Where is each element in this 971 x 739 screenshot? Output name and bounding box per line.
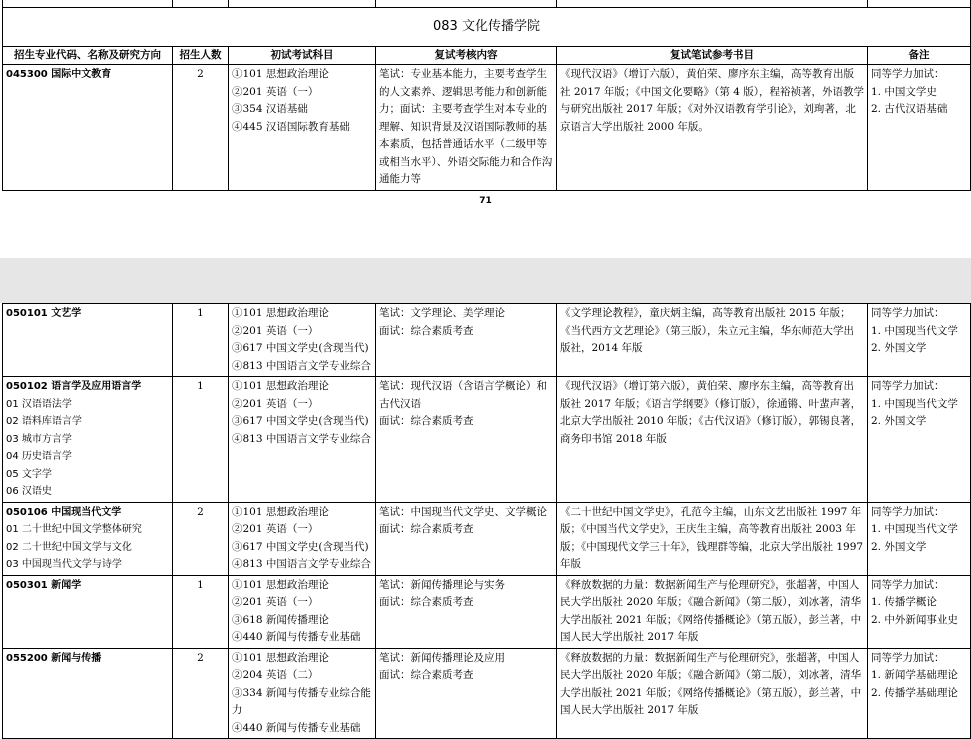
- exam-cell: [229, 648, 376, 739]
- note-line: 同等学力加试：: [871, 651, 945, 664]
- retest-content: 笔试：文学理论、美学理论 面试：综合素质考查: [379, 307, 505, 337]
- header-notes: 备注: [868, 47, 971, 65]
- exam-subject: ④813 中国语言文学专业综合: [232, 558, 371, 570]
- books-cell: [557, 648, 868, 739]
- retest-cell: [376, 304, 557, 377]
- major-cell: [3, 648, 173, 739]
- notes-cell: [868, 65, 971, 191]
- exam-subject: ②201 英语（一）: [232, 596, 319, 608]
- note-line: 同等学力加试：: [871, 505, 945, 518]
- research-direction: 02 语料库语言学: [6, 416, 82, 427]
- note-line: 1. 中国现当代文学: [871, 523, 958, 535]
- table-header-row: [3, 47, 971, 65]
- count-cell: 2: [173, 502, 229, 575]
- major-name: 055200 新闻与传播: [6, 652, 102, 664]
- research-direction: 02 二十世纪中国文学与文化: [6, 541, 132, 553]
- page-gap: [0, 258, 971, 303]
- books-cell: [557, 377, 868, 503]
- exam-subject: ③334 新闻与传播专业综合能力: [232, 686, 371, 716]
- major-cell: [3, 304, 173, 377]
- retest-content: 笔试：现代汉语（含语言学概论）和古代汉语 面试：综合素质考查: [379, 380, 547, 427]
- table-row: [3, 648, 971, 739]
- note-line: 2. 外国文学: [871, 415, 927, 427]
- document-page-top: [0, 0, 971, 258]
- major-name: 050301 新闻学: [6, 579, 82, 591]
- exam-cell: [229, 304, 376, 377]
- research-direction: 05 文字学: [6, 468, 52, 480]
- note-line: 2. 外国文学: [871, 540, 927, 553]
- retest-cell: [376, 377, 557, 503]
- notes-cell: [868, 648, 971, 739]
- exam-subject: ②201 英语（一）: [232, 397, 319, 410]
- major-cell: [3, 502, 173, 575]
- exam-subject: ①101 思想政治理论: [232, 578, 329, 591]
- reference-books: 《释放数据的力量：数据新闻生产与伦理研究》，张超著，中国人民大学出版社 2020 年版；《融合新闻》（第二版），刘冰著，清华大学出版社 2021 年版；《网络传播概论》（第五版），彭兰著，中国人民大学出版社 2017 年版: [560, 651, 862, 716]
- reference-books: 《现代汉语》（增订第六版），黄伯荣、廖序东主编，高等教育出版社 2017 年版；《语言学纲要》（修订版），徐通锵、叶蜚声著，北京大学出版社 2010 年版；《古代汉语》（修订版），郭锡良著，商务印书馆 2018 年版: [560, 380, 862, 445]
- header-count: 招生人数: [173, 47, 229, 65]
- table-row: [3, 377, 971, 503]
- note-line: 2. 外国文学: [871, 342, 927, 354]
- note-line: 同等学力加试：: [871, 68, 945, 80]
- table-row: [3, 502, 971, 575]
- college-title-row: [3, 8, 971, 47]
- exam-subject: ②201 英语（一）: [232, 324, 319, 337]
- note-line: 2. 传播学基础理论: [871, 686, 958, 699]
- exam-subject: ①101 思想政治理论: [232, 505, 329, 518]
- table-row: [3, 65, 971, 191]
- major-cell: [3, 575, 173, 648]
- major-name: 050102 语言学及应用语言学: [6, 381, 142, 392]
- table-row: [3, 575, 971, 648]
- research-direction: 03 城市方言学: [6, 433, 72, 445]
- note-line: 1. 中国现当代文学: [871, 397, 958, 410]
- major-name: 050101 文艺学: [6, 308, 82, 319]
- notes-cell: [868, 575, 971, 648]
- exam-subject: ②201 英语（一）: [232, 523, 319, 535]
- exam-subject: ②201 英语（一）: [232, 85, 319, 98]
- notes-cell: [868, 377, 971, 503]
- exam-subject: ④440 新闻与传播专业基础: [232, 721, 361, 734]
- books-cell: [557, 575, 868, 648]
- retest-cell: [376, 502, 557, 575]
- note-line: 同等学力加试：: [871, 307, 945, 319]
- exam-subject: ①101 思想政治理论: [232, 380, 329, 392]
- exam-cell: [229, 502, 376, 575]
- note-line: 1. 中国现当代文学: [871, 324, 958, 337]
- college-title: 083 文化传播学院: [3, 8, 971, 47]
- exam-subject: ③618 新闻传播理论: [232, 613, 329, 626]
- count-cell: 1: [173, 304, 229, 377]
- exam-subject: ③617 中国文学史(含现当代): [232, 415, 369, 427]
- reference-books: 《现代汉语》（增订六版），黄伯荣、廖序东主编，高等教育出版社 2017 年版；《中国文化要略》（第 4 版），程裕祯著，外语教学与研究出版社 2017 年版；《对外汉语教育学引论》，刘珣著，北京语言大学出版社 2000 年版。: [560, 68, 865, 133]
- exam-cell: [229, 575, 376, 648]
- retest-cell: [376, 648, 557, 739]
- reference-books: 《文学理论教程》，童庆炳主编，高等教育出版社 2015 年版；《当代西方文艺理论》（第三版），朱立元主编，华东师范大学出版社，2014 年版: [560, 307, 854, 354]
- exam-subject: ③617 中国文学史(含现当代): [232, 540, 369, 553]
- admissions-table-bottom: [2, 303, 971, 739]
- research-direction: 01 汉语语法学: [6, 398, 72, 410]
- notes-cell: [868, 502, 971, 575]
- table-continuation-stub: [3, 0, 971, 8]
- exam-subject: ①101 思想政治理论: [232, 68, 329, 80]
- note-line: 同等学力加试：: [871, 380, 945, 392]
- retest-cell: [376, 65, 557, 191]
- header-books: 复试笔试参考书目: [557, 47, 868, 65]
- exam-subject: ①101 思想政治理论: [232, 651, 329, 664]
- research-direction: 01 二十世纪中国文学整体研究: [6, 524, 142, 535]
- major-name: 050106 中国现当代文学: [6, 506, 122, 518]
- header-major: 招生专业代码、名称及研究方向: [3, 47, 173, 65]
- exam-subject: ②204 英语（二）: [232, 669, 319, 681]
- header-exam: 初试考试科目: [229, 47, 376, 65]
- exam-subject: ③617 中国文学史(含现当代): [232, 342, 369, 354]
- header-retest: 复试考核内容: [376, 47, 557, 65]
- admissions-table-top: [2, 0, 971, 191]
- exam-cell: [229, 65, 376, 191]
- count-cell: 1: [173, 377, 229, 503]
- reference-books: 《二十世纪中国文学史》，孔范今主编，山东文艺出版社 1997 年版；《中国当代文学史》，王庆生主编，高等教育出版社 2003 年版；《中国现代文学三十年》，钱理群等编，北京大学出版社 1997 年版: [560, 505, 864, 570]
- exam-subject: ③354 汉语基础: [232, 103, 308, 115]
- reference-books: 《释放数据的力量：数据新闻生产与伦理研究》，张超著，中国人民大学出版社 2020 年版；《融合新闻》（第二版），刘冰著，清华大学出版社 2021 年版；《网络传播概论》（第五版），彭兰著，中国人民大学出版社 2017 年版: [560, 578, 862, 643]
- exam-cell: [229, 377, 376, 503]
- retest-content: 笔试：新闻传播理论及应用 面试：综合素质考查: [379, 651, 505, 681]
- retest-content: 笔试：专业基本能力，主要考查学生的人文素养、逻辑思考能力和创新能力；面试：主要考查学生对本专业的理解、知识背景及汉语国际教师的基本素质，包括普通话水平（二级甲等或相当水平）、外语交际能力和合作沟通能力等: [379, 68, 553, 185]
- retest-content: 笔试：新闻传播理论与实务 面试：综合素质考查: [379, 578, 505, 608]
- count-cell: 2: [173, 648, 229, 739]
- retest-content: 笔试：中国现当代文学史、文学概论 面试：综合素质考查: [379, 505, 547, 535]
- note-line: 同等学力加试：: [871, 578, 945, 591]
- research-direction: 04 历史语言学: [6, 451, 72, 462]
- note-line: 2. 古代汉语基础: [871, 103, 948, 115]
- document-page-bottom: [0, 303, 971, 734]
- page-number: 71: [479, 196, 492, 206]
- note-line: 1. 中国文学史: [871, 85, 937, 98]
- exam-subject: ④813 中国语言文学专业综合: [232, 432, 371, 445]
- exam-subject: ④440 新闻与传播专业基础: [232, 631, 361, 643]
- exam-subject: ④445 汉语国际教育基础: [232, 120, 350, 133]
- books-cell: [557, 65, 868, 191]
- note-line: 1. 新闻学基础理论: [871, 669, 958, 681]
- count-cell: 2: [173, 65, 229, 191]
- major-cell: [3, 377, 173, 503]
- note-line: 2. 中外新闻事业史: [871, 613, 958, 626]
- research-direction: 03 中国现当代文学与诗学: [6, 559, 122, 570]
- research-direction: 06 汉语史: [6, 486, 52, 497]
- major-name: 045300 国际中文教育: [6, 69, 112, 80]
- major-cell: [3, 65, 173, 191]
- count-cell: 1: [173, 575, 229, 648]
- exam-subject: ①101 思想政治理论: [232, 307, 329, 319]
- exam-subject: ④813 中国语言文学专业综合: [232, 359, 371, 372]
- books-cell: [557, 304, 868, 377]
- books-cell: [557, 502, 868, 575]
- notes-cell: [868, 304, 971, 377]
- retest-cell: [376, 575, 557, 648]
- note-line: 1. 传播学概论: [871, 596, 937, 608]
- table-row: [3, 304, 971, 377]
